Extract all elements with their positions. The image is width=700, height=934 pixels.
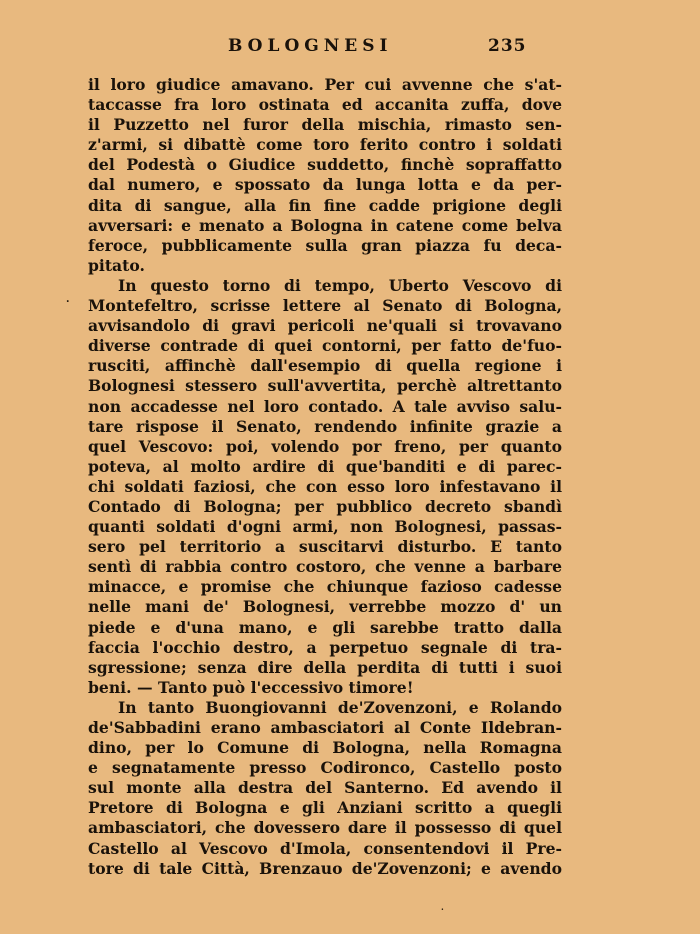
text-line: e segnatamente presso Codironco, Castello posto — [88, 758, 562, 778]
text-line: piede e d'una mano, e gli sarebbe tratto dalla — [88, 617, 562, 637]
text-line: In questo torno di tempo, Uberto Vescovo di — [118, 275, 562, 295]
text-line: tare rispose il Senato, rendendo infinite grazie a — [88, 416, 562, 436]
text-line: dita di sangue, alla fin fine cadde prigione degli — [88, 195, 562, 215]
text-line: feroce, pubblicamente sulla gran piazza fu deca- — [88, 235, 562, 255]
text-line: taccasse fra loro ostinata ed accanita zuffa, dove — [88, 95, 562, 115]
text-line: Contado di Bologna; per pubblico decreto sbandì — [88, 496, 562, 516]
text-line: rusciti, affinchè dall'esempio di quella regione i — [88, 356, 562, 376]
body-text — [88, 75, 562, 879]
text-line: Bolognesi stessero sull'avvertita, perchè altrettanto — [88, 376, 562, 396]
running-head-title: BOLOGNESI — [228, 36, 393, 56]
text-line: sentì di rabbia contro costoro, che venne a barbare — [88, 557, 562, 577]
text-line: il Puzzetto nel furor della mischia, rimasto sen- — [88, 115, 562, 135]
text-line: tore di tale Città, Brenzauo de'Zovenzoni; e avendo — [88, 858, 562, 878]
text-line: sul monte alla destra del Santerno. Ed avendo il — [88, 778, 562, 798]
text-line: avversari: e menato a Bologna in catene come belva — [88, 215, 562, 235]
text-line: sero pel territorio a suscitarvi disturbo. E tanto — [88, 537, 562, 557]
text-line: de'Sabbadini erano ambasciatori al Conte Ildebran- — [88, 718, 562, 737]
text-line: quanti soldati d'ogni armi, non Bolognesi, passas- — [88, 517, 562, 537]
text-line: minacce, e promise che chiunque fazioso cadesse — [88, 577, 562, 597]
text-line: beni. — Tanto può l'eccessivo timore! — [88, 677, 414, 697]
text-line: chi soldati faziosi, che con esso loro infestavano il — [88, 476, 562, 496]
text-line: nelle mani de' Bolognesi, verrebbe mozzo d' un — [88, 597, 562, 617]
text-line: poteva, al molto ardire di que'banditi e di parec- — [88, 456, 562, 476]
text-line: non accadesse nel loro contado. A tale avviso salu- — [88, 396, 562, 416]
text-line: diverse contrade di quei contorni, per fatto de'fuo- — [88, 336, 562, 356]
margin-dot: . — [441, 902, 444, 912]
text-line: dal numero, e spossato da lunga lotta e da per- — [88, 175, 562, 195]
page-number: 235 — [488, 36, 527, 56]
text-line: faccia l'occhio destro, a perpetuo segnale di tra- — [88, 637, 562, 657]
text-line: Castello al Vescovo d'Imola, consentendovi il Pre- — [88, 838, 562, 858]
text-line: dino, per lo Comune di Bologna, nella Romagna — [88, 738, 562, 758]
text-line: Montefeltro, scrisse lettere al Senato di Bologna, — [88, 296, 562, 316]
text-line: il loro giudice amavano. Per cui avvenne che s'at- — [88, 75, 562, 94]
text-line: del Podestà o Giudice suddetto, finchè sopraffatto — [88, 155, 562, 175]
text-line: ambasciatori, che dovessero dare il possesso di quel — [88, 818, 562, 838]
text-line: In tanto Buongiovanni de'Zovenzoni, e Rolando — [118, 697, 562, 717]
running-head — [0, 36, 700, 60]
text-line: avvisandolo di gravi pericoli ne'quali si trovavano — [88, 316, 562, 336]
margin-dot: . — [66, 294, 70, 305]
text-line: sgressione; senza dire della perdita di tutti i suoi — [88, 657, 562, 677]
text-line: pitato. — [88, 255, 145, 275]
text-line: quel Vescovo: poi, volendo por freno, per quanto — [88, 436, 562, 456]
text-line: Pretore di Bologna e gli Anziani scritto a quegli — [88, 798, 562, 818]
text-line: z'armi, si dibattè come toro ferito contro i soldati — [88, 135, 562, 155]
